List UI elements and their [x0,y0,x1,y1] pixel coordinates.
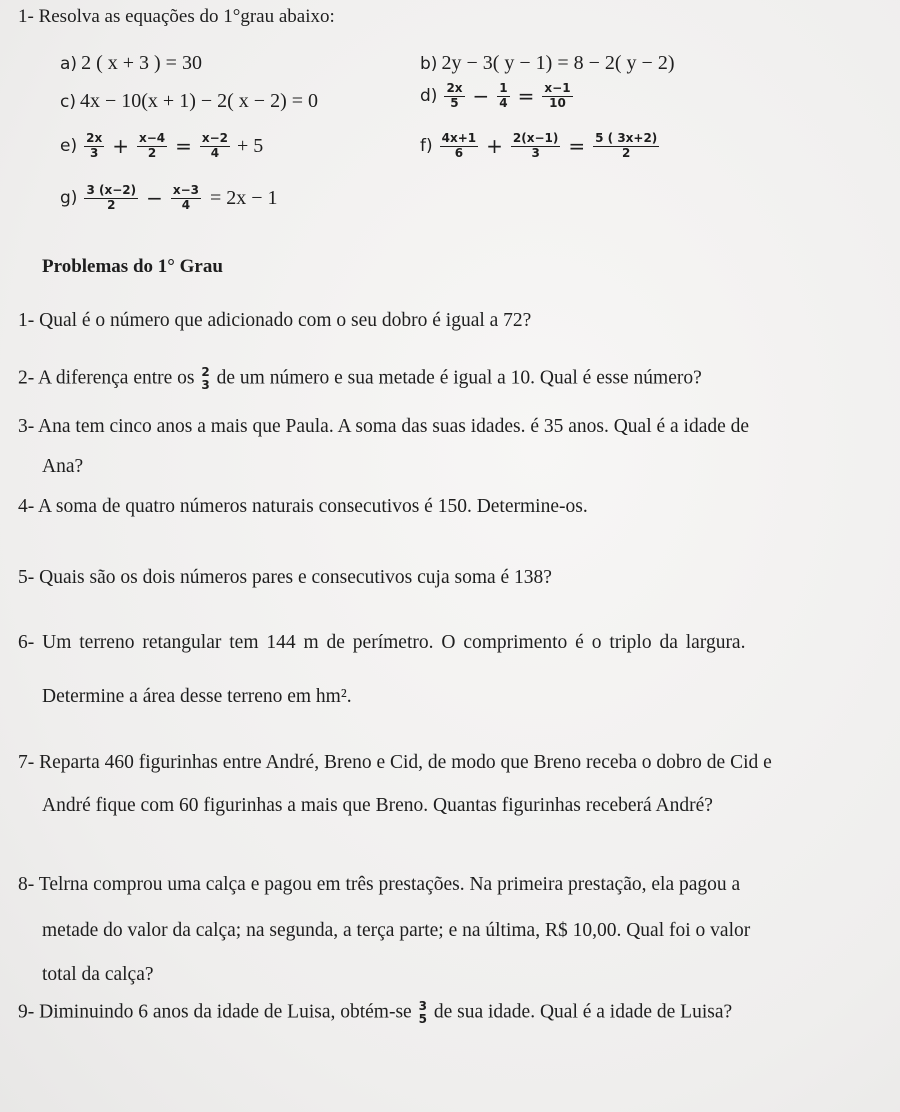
equation-d [420,82,576,111]
equation-d-fraction-1: $\frac{2x}{5}$ [446,81,463,110]
problem-6-line-2: Determine a área desse terreno em hm². [42,686,352,707]
equation-b-text: 2y − 3( y − 1) = 8 − 2( y − 2) [441,52,675,74]
equation-g-fraction-2: $\frac{x-3}{4}$ [172,183,199,212]
problem-2-pre: 2- A diferença entre os [18,367,200,389]
equation-f-label: f) [420,136,433,157]
equation-g-label: g) [60,188,78,209]
problem-1: 1- Qual é o número que adicionado com o seu dobro é igual a 72? [18,310,532,331]
equation-b-label: b) [420,53,438,74]
problem-7-line-2: André fique com 60 figurinhas a mais que Breno. Quantas figurinhas receberá André? [42,795,713,816]
equation-f-fraction-1: $\frac{4x+1}{6}$ [441,131,477,160]
equation-f-operator-2: = [568,134,586,159]
equation-d-fraction-2: $\frac{1}{4}$ [499,81,508,110]
equation-a [60,52,202,75]
problem-7-line-1: 7- Reparta 460 figurinhas entre André, Breno e Cid, de modo que Breno receba o dobro de Cid e [18,752,772,773]
equation-a-text: 2 ( x + 3 ) = 30 [81,52,202,74]
problem-2 [18,366,702,392]
equation-f-operator-1: + [486,134,503,159]
equation-g-tail: = 2x − 1 [210,186,278,209]
problem-2-post: de um número e sua metade é igual a 10. Qual é esse número? [211,367,702,389]
equation-g [60,184,278,213]
equation-e-operator-1: + [112,134,129,159]
problem-3-line-2: Ana? [42,456,84,477]
equation-g-operator-1: − [146,186,163,211]
equation-d-operator-2: = [517,84,535,109]
equation-g-fraction-1: $\frac{3 (x-2)}{2}$ [86,183,137,212]
equation-f-fraction-3: $\frac{5 ( 3x+2)}{2}$ [595,131,658,160]
problem-3-line-1: 3- Ana tem cinco anos a mais que Paula. A soma das suas idades. é 35 anos. Qual é a idade de [18,416,750,437]
problem-9-post: de sua idade. Qual é a idade de Luisa? [428,1001,733,1023]
equation-e-tail: + 5 [237,134,264,157]
equation-c-label: c) [60,91,76,112]
problem-8-line-1: 8- Telrna comprou uma calça e pagou em três prestações. Na primeira prestação, ela pagou a [18,874,741,895]
equation-f-fraction-2: $\frac{2(x-1)}{3}$ [512,131,559,160]
equation-a-label: a) [60,53,78,74]
equation-e-fraction-1: $\frac{2x}{3}$ [86,131,103,160]
problem-9 [18,1000,732,1026]
problem-8-line-3: total da calça? [42,964,154,985]
equation-e-label: e) [60,136,78,157]
problem-2-fraction: 2 3 [201,365,210,393]
problem-9-fraction: 3 5 [418,999,427,1027]
problem-5: 5- Quais são os dois números pares e consecutivos cuja soma é 138? [18,567,552,588]
problem-6-line-1: 6- Um terreno retangular tem 144 m de perímetro. O comprimento é o triplo da largura. [18,632,746,653]
exercise-heading: 1- Resolva as equações do 1°grau abaixo: [18,6,335,27]
equation-e-fraction-2: $\frac{x-4}{2}$ [138,131,166,160]
equation-d-label: d) [420,86,438,107]
equation-d-operator-1: − [472,84,490,109]
equation-e [60,132,263,161]
problem-8-line-2: metade do valor da calça; na segunda, a terça parte; e na última, R$ 10,00. Qual foi o valor [42,920,751,941]
equation-d-fraction-3: $\frac{x-1}{10}$ [544,81,571,110]
equation-c [60,90,318,113]
section-title: Problemas do 1° Grau [42,256,223,277]
equation-e-operator-2: = [175,134,192,159]
equation-f [420,132,662,161]
problem-9-pre: 9- Diminuindo 6 anos da idade de Luisa, obtém-se [18,1001,417,1023]
equation-c-text: 4x − 10(x + 1) − 2( x − 2) = 0 [79,90,319,112]
problem-4: 4- A soma de quatro números naturais consecutivos é 150. Determine-os. [18,496,588,517]
equation-e-fraction-3: $\frac{x-2}{4}$ [201,131,229,160]
equation-b [420,52,674,75]
